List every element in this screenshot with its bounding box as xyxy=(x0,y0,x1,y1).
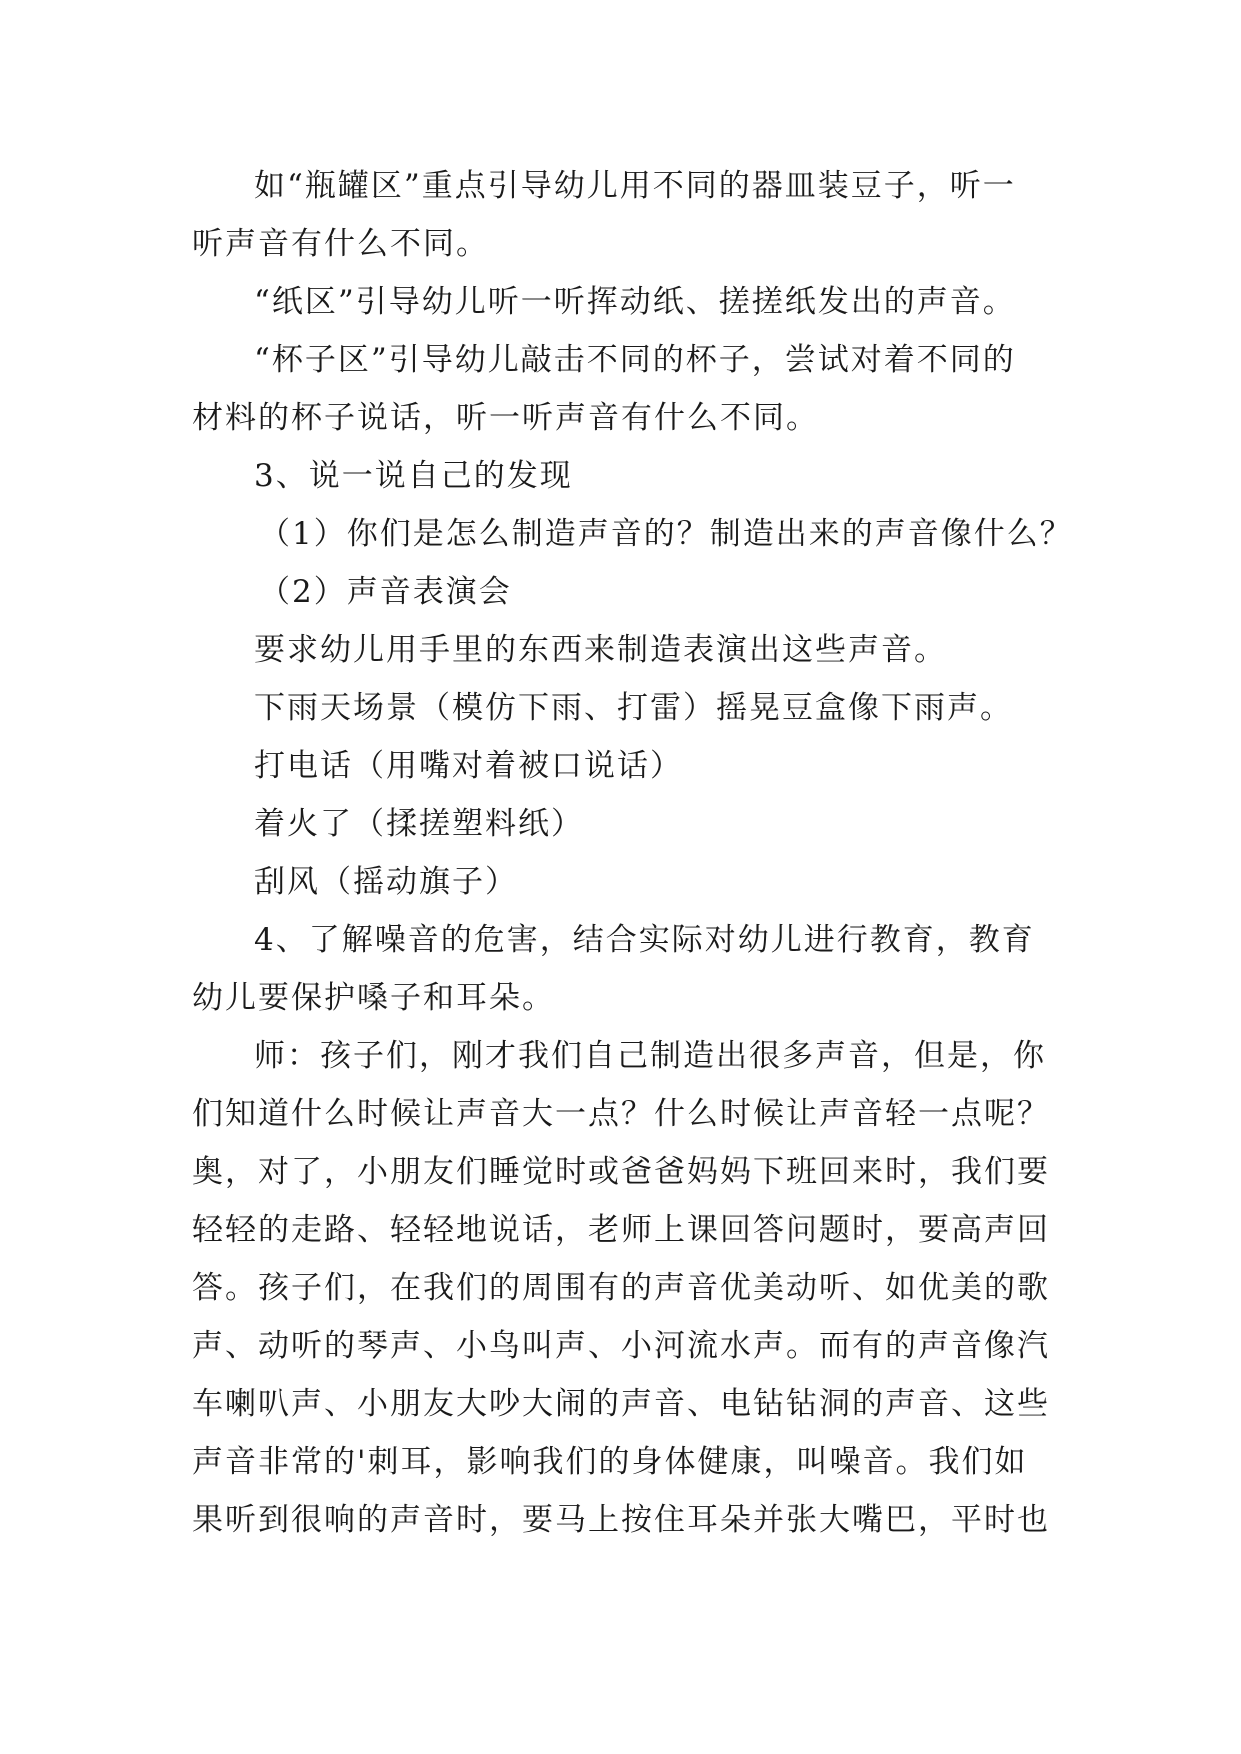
text-line: 答。孩子们，在我们的周围有的声音优美动听、如优美的歌 xyxy=(192,1270,1050,1306)
text-line: 师：孩子们，刚才我们自己制造出很多声音，但是，你 xyxy=(254,1038,1046,1074)
text-line: （1）你们是怎么制造声音的？制造出来的声音像什么？ xyxy=(259,516,1073,552)
text-line: 幼儿要保护嗓子和耳朵。 xyxy=(192,980,555,1016)
text-line: 奥，对了，小朋友们睡觉时或爸爸妈妈下班回来时，我们要 xyxy=(192,1154,1050,1190)
text-line: 车喇叭声、小朋友大吵大闹的声音、电钻钻洞的声音、这些 xyxy=(192,1386,1050,1422)
text-line: 打电话（用嘴对着被口说话） xyxy=(254,748,683,784)
text-line: 听声音有什么不同。 xyxy=(192,226,489,262)
text-line: 们知道什么时候让声音大一点？什么时候让声音轻一点呢？ xyxy=(192,1096,1050,1132)
text-line: 果听到很响的声音时，要马上按住耳朵并张大嘴巴，平时也 xyxy=(192,1502,1050,1538)
text-line: （2）声音表演会 xyxy=(259,574,512,610)
text-line: 轻轻的走路、轻轻地说话，老师上课回答问题时，要高声回 xyxy=(192,1212,1050,1248)
text-line: “纸区”引导幼儿听一听挥动纸、搓搓纸发出的声音。 xyxy=(254,284,1016,320)
text-line: “杯子区”引导幼儿敲击不同的杯子，尝试对着不同的 xyxy=(254,342,1016,378)
text-line: 声音非常的'刺耳，影响我们的身体健康，叫噪音。我们如 xyxy=(192,1444,1028,1480)
text-line: 材料的杯子说话，听一听声音有什么不同。 xyxy=(192,400,819,436)
text-line: 声、动听的琴声、小鸟叫声、小河流水声。而有的声音像汽 xyxy=(192,1328,1050,1364)
text-line: 着火了（揉搓塑料纸） xyxy=(254,806,584,842)
text-line: 下雨天场景（模仿下雨、打雷）摇晃豆盒像下雨声。 xyxy=(254,690,1013,726)
section-heading: 4、了解噪音的危害，结合实际对幼儿进行教育，教育 xyxy=(254,922,1035,958)
section-heading: 3、说一说自己的发现 xyxy=(254,458,573,494)
text-line: 刮风（摇动旗子） xyxy=(254,864,518,900)
text-line: 要求幼儿用手里的东西来制造表演出这些声音。 xyxy=(254,632,947,668)
text-line: 如“瓶罐区”重点引导幼儿用不同的器皿装豆子，听一 xyxy=(254,168,1016,204)
